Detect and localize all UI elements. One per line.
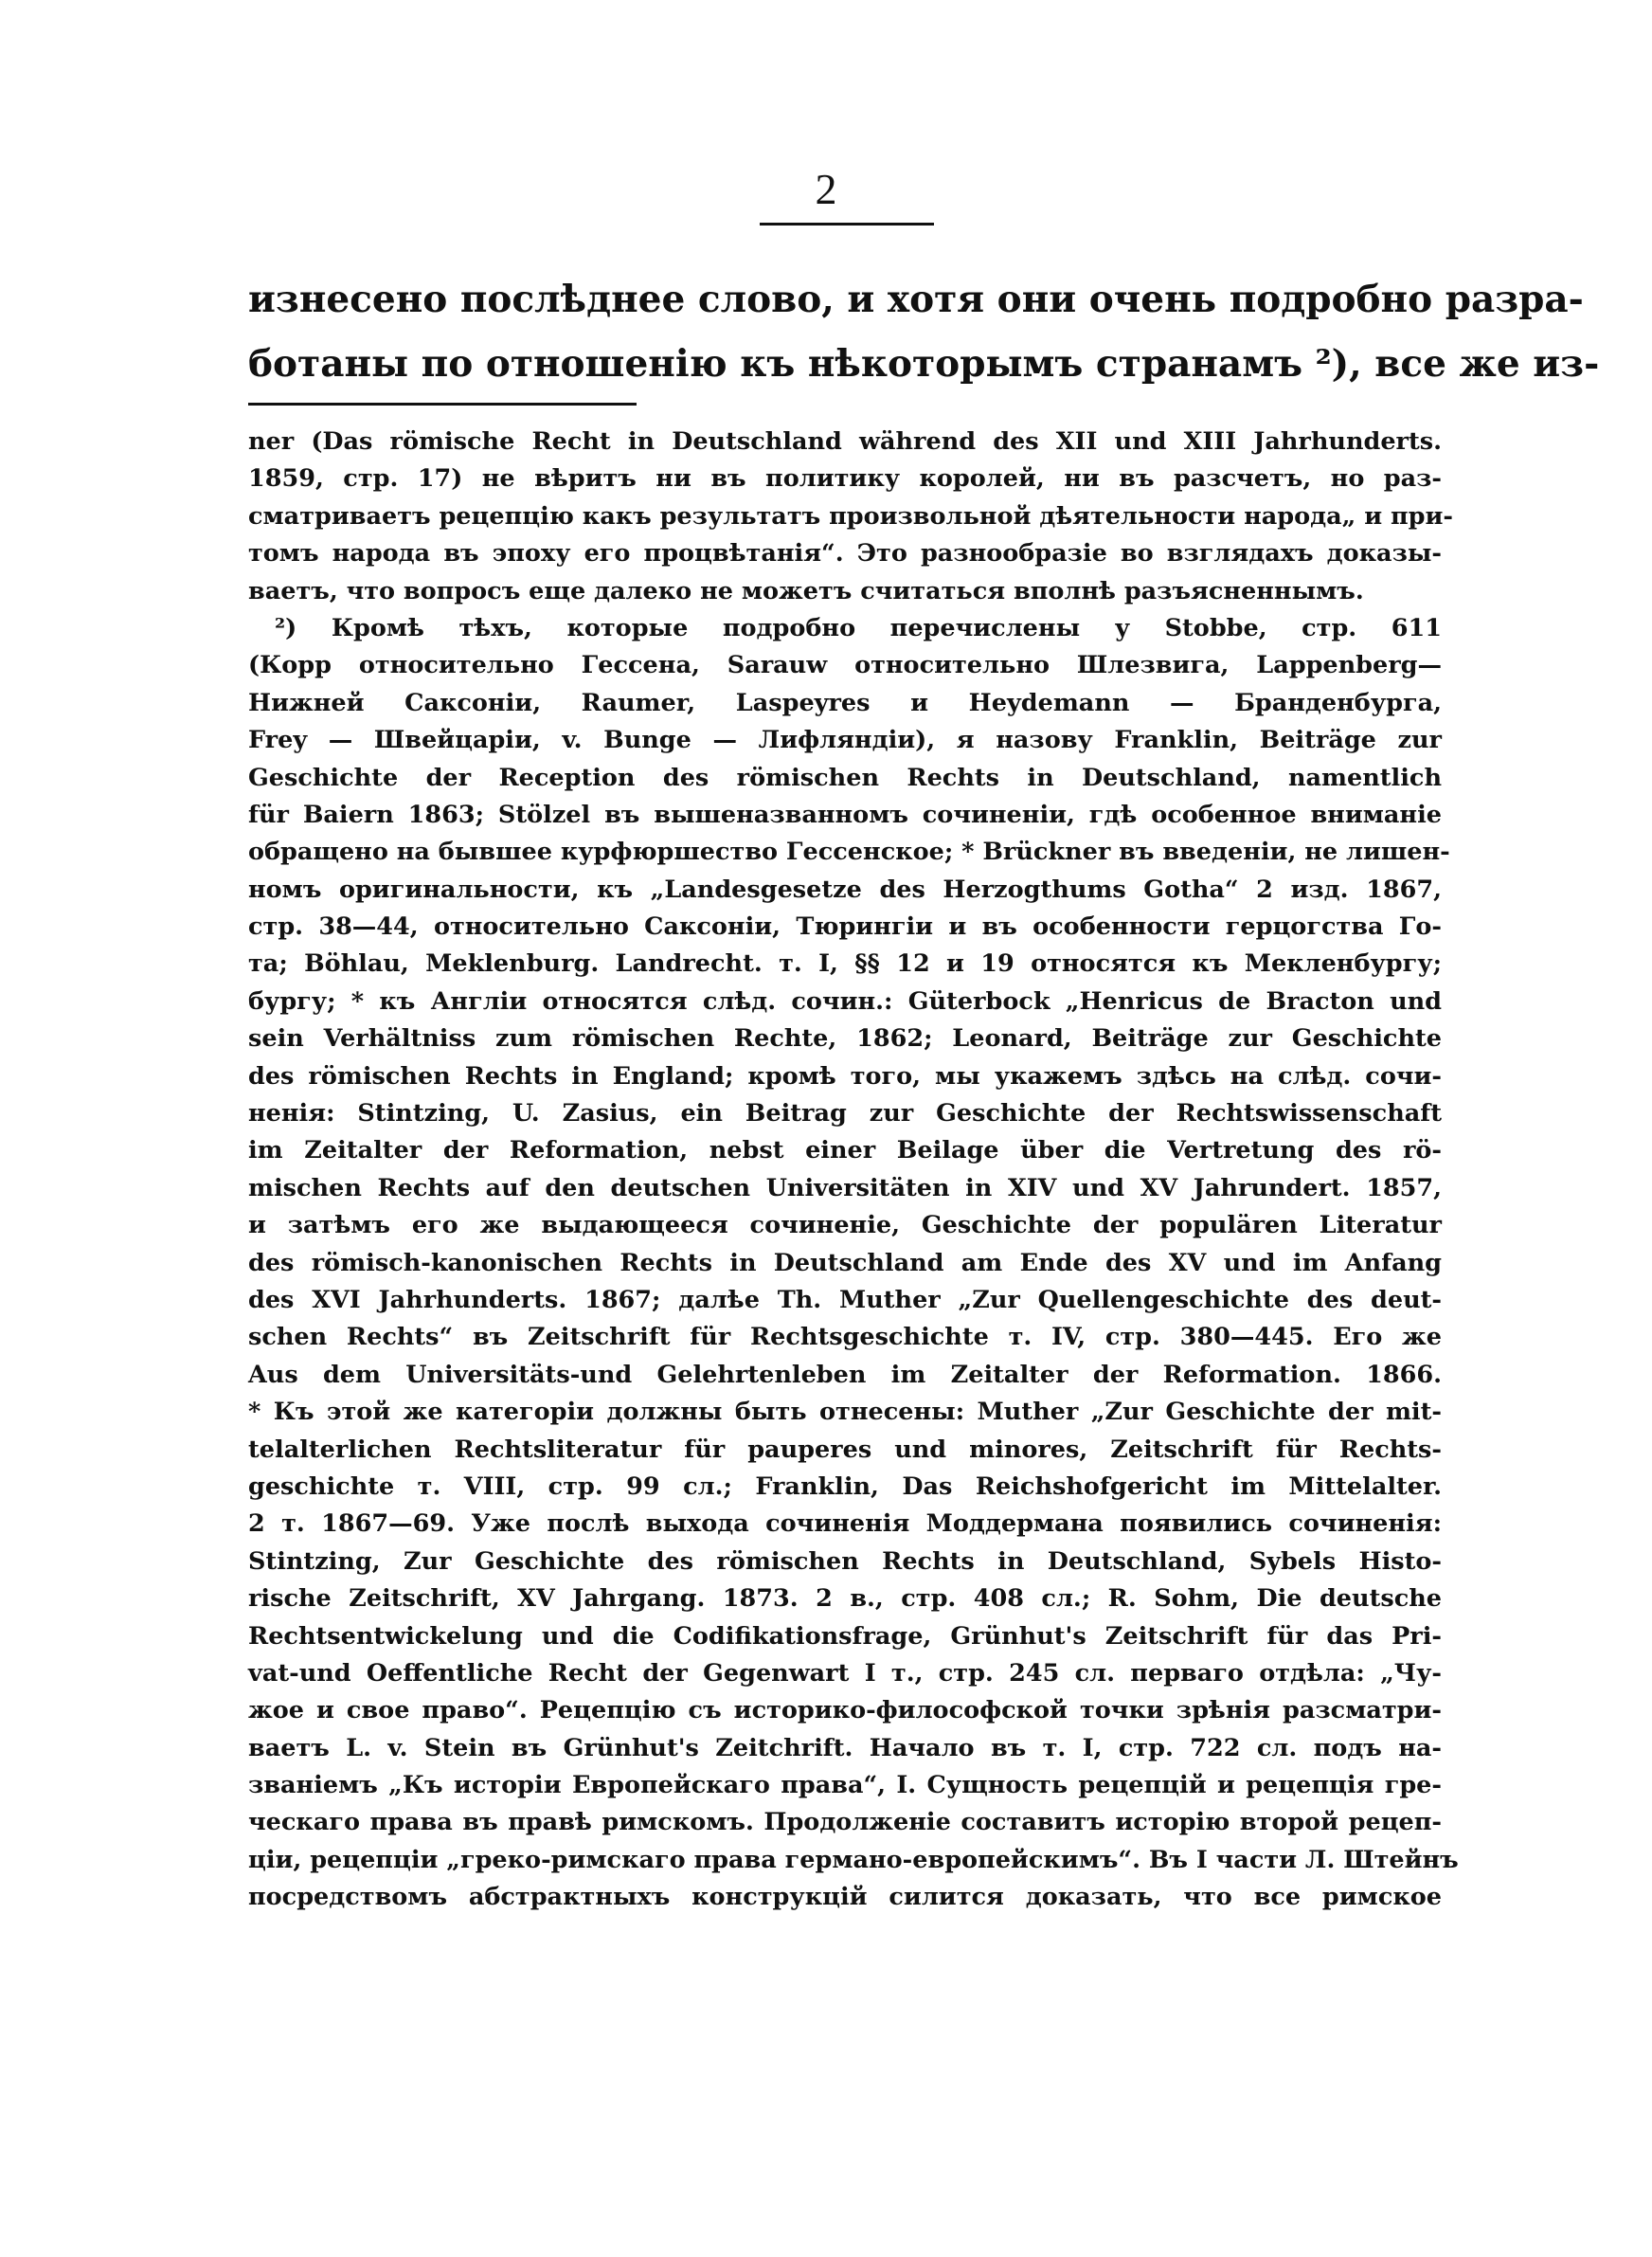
page-number: 2 [815,165,837,213]
main-body-text [248,267,1600,396]
footnote-line: жое и свое право“. Рецепцію съ историко-философской точки зрѣнія разсматри- [248,1696,1442,1725]
footnote-line: та; Böhlau, Meklenburg. Landrecht. т. I, §§ 12 и 19 относятся къ Мекленбургу; [248,949,1442,979]
footnote-line: 1859, стр. 17) не вѣритъ ни въ политику королей, ни въ разсчетъ, но раз- [248,464,1442,494]
footnote-line: Stintzing, Zur Geschichte des römischen Rechts in Deutschland, Sybels Histo- [248,1546,1442,1576]
footnote-line: званіемъ „Къ исторіи Европейскаго права“, I. Сущность рецепцій и рецепція гре- [248,1771,1442,1800]
main-text-line: изнесено послѣднее слово, и хотя они очень подробно разра- [248,278,1584,321]
main-text-line: ботаны по отношенію къ нѣкоторымъ странамъ ²), все же из- [248,342,1600,386]
footnote-line: des XVI Jahrhunderts. 1867; далѣе Th. Muther „Zur Quellengeschichte des deut- [248,1285,1442,1314]
page-number-rule [760,223,934,226]
footnote-line: ²) Кромѣ тѣхъ, которые подробно перечислены у Stobbe, стр. 611 [275,613,1442,642]
footnote-line: für Baiern 1863; Stölzel въ вышеназванномъ сочиненіи, гдѣ особенное вниманіе [248,800,1442,829]
footnote-continuation [248,424,1453,610]
footnote-line: Aus dem Universitäts-und Gelehrtenleben im Zeitalter der Reformation. 1866. [248,1360,1442,1389]
footnote-line: Frey — Швейцаріи, v. Bunge — Лифляндіи), я назову Franklin, Beiträge zur [248,726,1442,755]
footnote-line: номъ оригинальности, къ „Landesgesetze des Herzogthums Gotha“ 2 изд. 1867, [248,875,1442,904]
footnote-line: telalterlichen Rechtsliteratur für pauperes und minores, Zeitschrift für Rechts- [248,1435,1442,1464]
footnote-line: Нижней Саксоніи, Raumer, Laspeyres и Heydemann — Бранденбурга, [248,688,1442,717]
footnote-line: ціи, рецепціи „греко-римскаго права германо-европейскимъ“. Въ I части Л. Штейнъ [248,1845,1459,1874]
footnote-line: Geschichte der Reception des römischen Rechts in Deutschland, namentlich [248,763,1442,792]
footnote-line: ваетъ, что вопросъ еще далеко не можетъ считаться вполнѣ разъясненнымъ. [248,576,1364,605]
footnote-line: ческаго права въ правѣ римскомъ. Продолженіе составитъ исторію второй рецеп- [248,1808,1442,1837]
footnote-line: im Zeitalter der Reformation, nebst einer Beilage über die Vertretung des rö- [248,1136,1442,1165]
footnote-line: сматриваетъ рецепцію какъ результатъ произвольной дѣятельности народа„ и при- [248,501,1453,531]
footnote-line: rische Zeitschrift, XV Jahrgang. 1873. 2 в., стр. 408 сл.; R. Sohm, Die deutsche [248,1584,1442,1614]
footnote-line: sein Verhältniss zum römischen Rechte, 1862; Leonard, Beiträge zur Geschichte [248,1024,1442,1054]
footnote-line: mischen Rechts auf den deutschen Universitäten in XIV und XV Jahrundert. 1857, [248,1173,1442,1202]
footnote-line: томъ народа въ эпоху его процвѣтанія“. Это разнообразіе во взглядахъ доказы- [248,539,1442,569]
footnote-line: обращено на бывшее курфюршество Гессенское; * Brückner въ введеніи, не лишен- [248,838,1450,867]
footnote-2 [248,610,1459,1917]
footnote-line: Rechtsentwickelung und die Codifikationsfrage, Grünhut's Zeitschrift für das Pri- [248,1621,1442,1651]
footnote-line: бургу; * къ Англіи относятся слѣд. сочин.: Güterbock „Henricus de Bracton und [248,986,1442,1016]
footnote-line: стр. 38—44, относительно Саксоніи, Тюрингіи и въ особенности герцогства Го- [248,912,1442,942]
footnote-line: (Корр относительно Гессена, Sarauw относительно Шлезвига, Lappenberg— [248,651,1442,680]
footnote-line: des römisch-kanonischen Rechts in Deutschland am Ende des XV und im Anfang [248,1248,1442,1277]
footnote-line: и затѣмъ его же выдающееся сочиненіе, Geschichte der populären Literatur [248,1211,1442,1240]
footnote-line: 2 т. 1867—69. Уже послѣ выхода сочиненія Моддермана появились сочиненія: [248,1509,1442,1539]
footnote-line: ненія: Stintzing, U. Zasius, ein Beitrag zur Geschichte der Rechtswissenschaft [248,1099,1442,1128]
footnote-line: ner (Das römische Recht in Deutschland während des XII und XIII Jahrhunderts. [248,427,1442,456]
footnotes [248,424,1459,1917]
footnote-line: посредствомъ абстрактныхъ конструкцій силится доказать, что все римское [248,1883,1442,1912]
footnote-line: schen Rechts“ въ Zeitschrift für Rechtsgeschichte т. IV, стр. 380—445. Его же [248,1323,1442,1352]
footnote-line: ваетъ L. v. Stein въ Grünhut's Zeitchrift. Начало въ т. I, стр. 722 сл. подъ на- [248,1733,1442,1762]
footnote-line: vat-und Oeffentliche Recht der Gegenwart I т., стр. 245 сл. перваго отдѣла: „Чу- [248,1658,1442,1688]
footnote-line: des römischen Rechts in England; кромѣ того, мы укажемъ здѣсь на слѣд. сочи- [248,1061,1442,1091]
footnote-separator [248,403,637,406]
footnote-line: * Къ этой же категоріи должны быть отнесены: Muther „Zur Geschichte der mit- [248,1398,1442,1427]
footnote-line: geschichte т. VIII, стр. 99 сл.; Franklin, Das Reichshofgericht im Mittelalter. [248,1472,1442,1501]
